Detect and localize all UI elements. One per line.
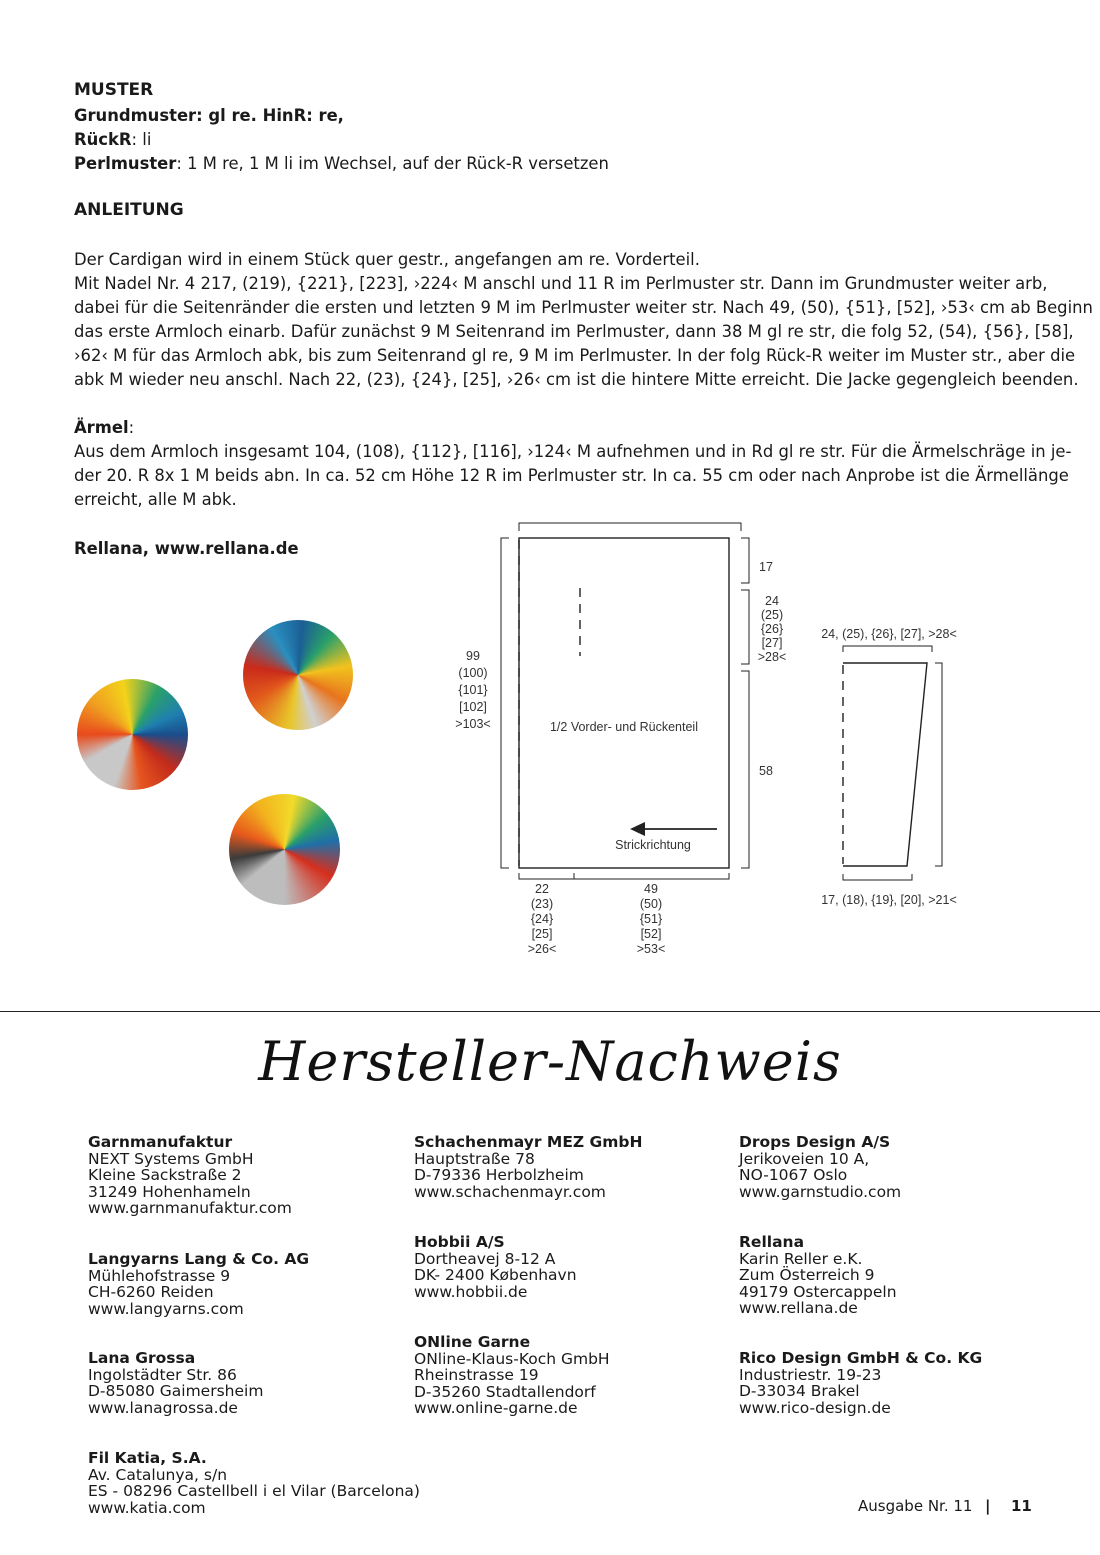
- direction-label: Strickrichtung: [615, 838, 691, 852]
- height-label: {101}: [458, 683, 488, 697]
- anleitung-line: Der Cardigan wird in einem Stück quer gestr., angefangen am re. Vorderteil.: [74, 250, 700, 269]
- issue-label: Ausgabe Nr. 11: [858, 1497, 973, 1515]
- address-line: Dortheavej 8-12 A: [414, 1249, 556, 1268]
- manufacturer-name: Schachenmayr MEZ GmbH: [414, 1133, 643, 1151]
- direction-arrow-icon: [630, 822, 645, 836]
- address-block: [88, 1251, 309, 1317]
- aermel-line: Aus dem Armloch insgesamt 104, (108), {112}, [116], ›124‹ M aufnehmen und in Rd gl re str. Für die Ärmelschräge in je-: [74, 442, 1072, 461]
- bottom-left-label: {24}: [530, 912, 554, 926]
- section-divider: [0, 1011, 1100, 1012]
- address-line: 31249 Hohenhameln: [88, 1182, 251, 1201]
- bottom-left-label: 22: [535, 882, 549, 896]
- yarn-ball-image: [77, 679, 188, 790]
- address-line: Jerikoveien 10 A,: [739, 1149, 870, 1168]
- address-block: [414, 1234, 577, 1300]
- lower-right-label: 58: [759, 764, 773, 778]
- anleitung-line: ›62‹ M für das Armloch abk, bis zum Seitenrand gl re, 9 M im Perlmuster. In der folg Rück-R weiter im Muster str., aber die: [74, 346, 1076, 365]
- manufacturer-website: www.schachenmayr.com: [414, 1182, 606, 1201]
- yarn-source: Rellana, www.rellana.de: [74, 539, 299, 558]
- armhole-label: (25): [760, 608, 784, 622]
- address-block: [739, 1234, 897, 1317]
- address-line: Hauptstraße 78: [414, 1149, 535, 1168]
- manufacturer-website: www.garnstudio.com: [739, 1182, 902, 1201]
- address-block: [88, 1350, 263, 1416]
- address-line: Av. Catalunya, s/n: [88, 1465, 228, 1484]
- manufacturer-name: Langyarns Lang & Co. AG: [88, 1250, 310, 1268]
- bottom-left-label: [25]: [531, 927, 553, 941]
- anleitung-line: abk M wieder neu anschl. Nach 22, (23), {24}, [25], ›26‹ cm ist die hintere Mitte erreicht. Die Jacke gegengleich beenden.: [74, 370, 1079, 389]
- address-line: Ingolstädter Str. 86: [88, 1365, 237, 1384]
- bottom-right-label: 49: [644, 882, 658, 896]
- manufacturer-website: www.langyarns.com: [88, 1299, 244, 1318]
- manufacturer-website: www.lanagrossa.de: [88, 1398, 238, 1417]
- address-line: Karin Reller e.K.: [739, 1249, 863, 1268]
- manufacturer-name: Garnmanufaktur: [88, 1133, 233, 1151]
- address-line: D-85080 Gaimersheim: [88, 1382, 264, 1401]
- perlmuster-label: Perlmuster: [74, 154, 177, 173]
- bottom-bracket-right: [574, 873, 729, 879]
- body-label: 1/2 Vorder- und Rückenteil: [549, 720, 699, 734]
- armhole-label: [27]: [761, 636, 783, 650]
- page-number: 11: [1011, 1497, 1032, 1515]
- top-bracket: [519, 523, 741, 531]
- manufacturer-website: www.rico-design.de: [739, 1398, 891, 1417]
- manufacturer-website: www.online-garne.de: [414, 1399, 578, 1418]
- yarn-ball-image: [243, 620, 353, 730]
- address-block: [739, 1350, 982, 1416]
- bottom-right-label: {51}: [639, 912, 663, 926]
- left-bracket: [501, 538, 509, 868]
- address-block: [88, 1450, 420, 1516]
- aermel-line: der 20. R 8x 1 M beids abn. In ca. 52 cm Höhe 12 R im Perlmuster str. In ca. 55 cm oder nach Anprobe ist die Ärmellänge: [74, 466, 1069, 485]
- anleitung-line: dabei für die Seitenränder die ersten und letzten 9 M im Perlmuster weiter str. Nach 49, (50), {51}, [52], ›53‹ cm ab Beginn: [74, 298, 1093, 317]
- bottom-bracket-left: [519, 873, 574, 879]
- bottom-left-label: (23): [530, 897, 554, 911]
- hersteller-title: Hersteller-Nachweis: [258, 1030, 842, 1093]
- address-line: D-79336 Herbolzheim: [414, 1166, 584, 1185]
- schematic-diagram: [440, 518, 1000, 963]
- anleitung-paragraph: [74, 248, 1093, 392]
- address-line: Zum Österreich 9: [739, 1266, 875, 1285]
- address-block: [414, 1334, 610, 1417]
- address-line: NO-1067 Oslo: [739, 1166, 848, 1185]
- height-label: 99: [466, 649, 480, 663]
- right-bracket-bottom: [741, 671, 749, 868]
- aermel-heading: [74, 416, 134, 440]
- footer-separator: |: [985, 1497, 991, 1515]
- manufacturer-website: www.hobbii.de: [414, 1282, 528, 1301]
- height-label: >103<: [455, 717, 491, 731]
- height-label: [102]: [459, 700, 487, 714]
- address-line: Rheinstrasse 19: [414, 1366, 539, 1385]
- address-line: Kleine Sackstraße 2: [88, 1166, 242, 1185]
- muster-heading: MUSTER: [74, 80, 154, 100]
- anleitung-heading: ANLEITUNG: [74, 200, 184, 220]
- muster-grundmuster: [74, 104, 344, 128]
- address-block: [88, 1134, 292, 1217]
- address-line: ONline-Klaus-Koch GmbH: [414, 1349, 610, 1368]
- bottom-right-label: >53<: [636, 942, 666, 956]
- sleeve-bottom-bracket: [843, 874, 912, 880]
- aermel-label: Ärmel: [74, 418, 129, 437]
- manufacturer-name: Drops Design A/S: [739, 1133, 891, 1151]
- rueckr-label: RückR: [74, 130, 132, 149]
- bottom-right-label: [52]: [640, 927, 662, 941]
- address-line: NEXT Systems GmbH: [88, 1149, 254, 1168]
- armhole-label: {26}: [760, 622, 784, 636]
- address-line: DK- 2400 København: [414, 1266, 577, 1285]
- manufacturer-website: www.garnmanufaktur.com: [88, 1199, 292, 1218]
- address-line: ES - 08296 Castellbell i el Vilar (Barcelona): [88, 1482, 420, 1501]
- address-line: Mühlehofstrasse 9: [88, 1266, 231, 1285]
- muster-perlmuster: [74, 152, 609, 176]
- sleeve-outline: [843, 663, 927, 866]
- bottom-right-label: (50): [639, 897, 663, 911]
- right-bracket-armhole: [741, 590, 749, 664]
- muster-rueckr: [74, 128, 151, 152]
- yarn-ball-image: [229, 794, 340, 905]
- rueckr-text: : li: [131, 130, 152, 149]
- sleeve-bottom-label: 17, (18), {19}, [20], >21<: [821, 893, 957, 907]
- armhole-label: >28<: [757, 650, 787, 664]
- address-line: D-35260 Stadtallendorf: [414, 1382, 596, 1401]
- address-block: [414, 1134, 642, 1200]
- manufacturer-name: ONline Garne: [414, 1333, 531, 1351]
- address-line: Industriestr. 19-23: [739, 1365, 882, 1384]
- top-right-label: 17: [759, 560, 773, 574]
- grundmuster-line: Grundmuster: gl re. HinR: re,: [74, 106, 344, 125]
- address-line: CH-6260 Reiden: [88, 1283, 214, 1302]
- manufacturer-name: Rico Design GmbH & Co. KG: [739, 1349, 983, 1367]
- aermel-colon: :: [128, 418, 135, 437]
- address-block: [739, 1134, 901, 1200]
- perlmuster-text: : 1 M re, 1 M li im Wechsel, auf der Rück-R versetzen: [176, 154, 609, 173]
- right-bracket-top: [741, 538, 749, 583]
- manufacturer-name: Rellana: [739, 1233, 805, 1251]
- manufacturer-name: Hobbii A/S: [414, 1233, 505, 1251]
- manufacturer-name: Lana Grossa: [88, 1349, 196, 1367]
- sleeve-top-bracket: [843, 646, 932, 652]
- height-label: (100): [458, 666, 488, 680]
- body-panel-outline: [519, 538, 729, 868]
- anleitung-line: das erste Armloch einarb. Dafür zunächst 9 M Seitenrand im Perlmuster, dann 38 M gl re str, die folg 52, (54), {56}, [58],: [74, 322, 1074, 341]
- sleeve-right-bracket: [935, 663, 942, 866]
- bottom-left-label: >26<: [527, 942, 557, 956]
- aermel-paragraph: [74, 440, 1072, 512]
- aermel-line: erreicht, alle M abk.: [74, 490, 237, 509]
- armhole-label: 24: [765, 594, 779, 608]
- manufacturer-name: Fil Katia, S.A.: [88, 1449, 207, 1467]
- manufacturer-website: www.katia.com: [88, 1498, 206, 1517]
- manufacturer-website: www.rellana.de: [739, 1299, 858, 1318]
- address-line: D-33034 Brakel: [739, 1382, 860, 1401]
- sleeve-top-label: 24, (25), {26}, [27], >28<: [821, 627, 957, 641]
- anleitung-line: Mit Nadel Nr. 4 217, (219), {221}, [223], ›224‹ M anschl und 11 R im Perlmuster str. Dann im Grundmuster weiter arb,: [74, 274, 1048, 293]
- address-line: 49179 Ostercappeln: [739, 1282, 897, 1301]
